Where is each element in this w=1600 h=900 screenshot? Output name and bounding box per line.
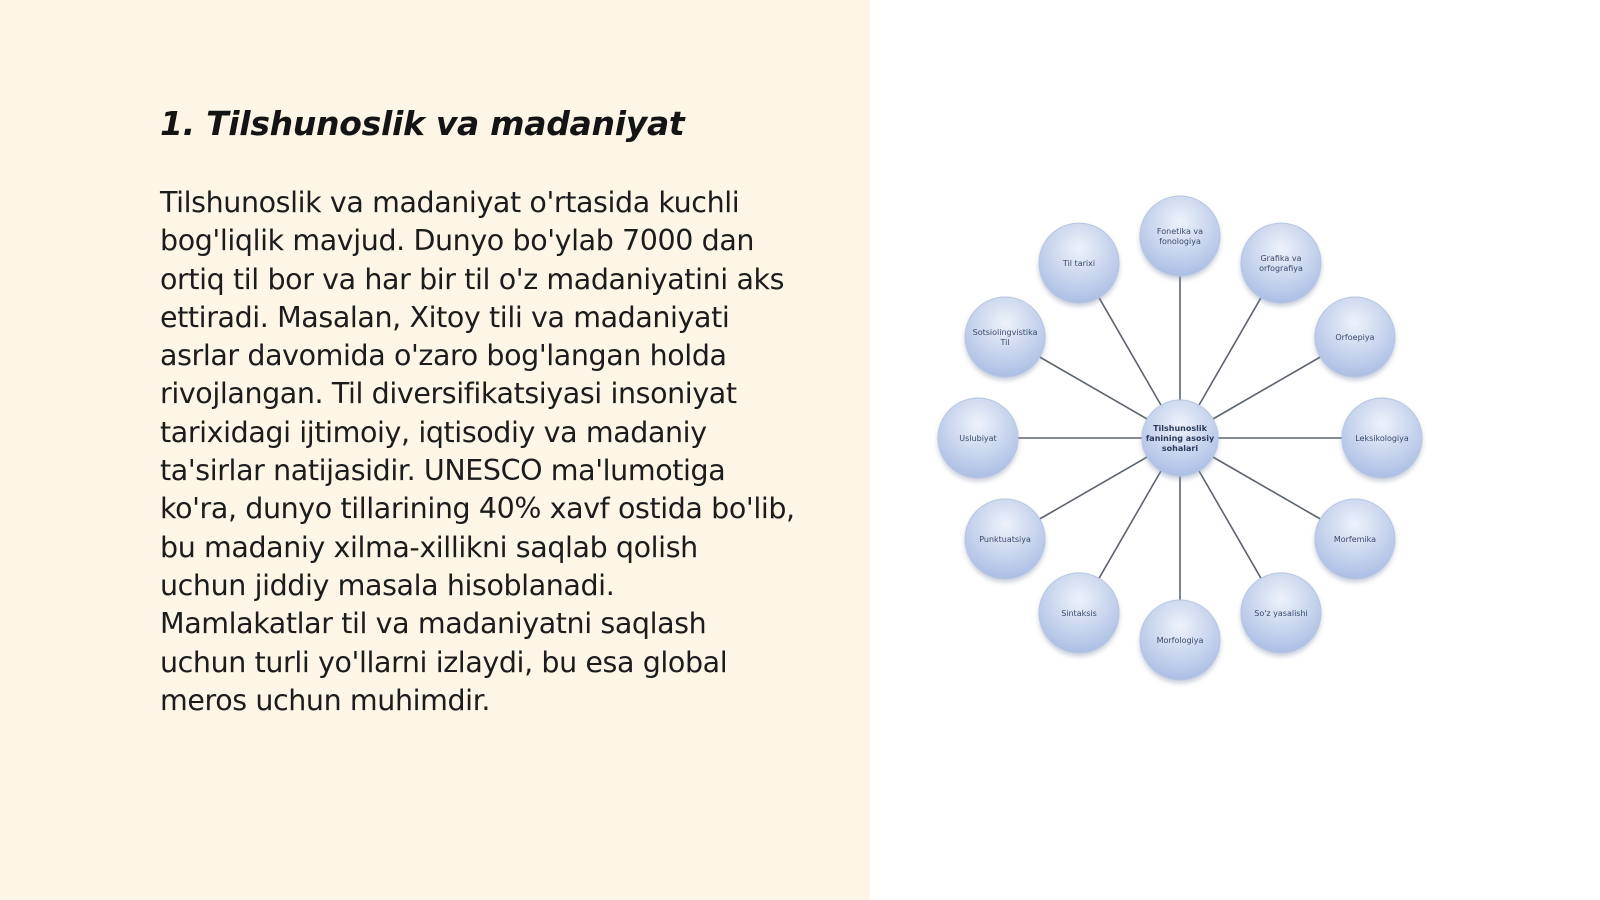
node-label: Leksikologiya (1355, 434, 1409, 443)
diagram-node (965, 297, 1045, 377)
node-label: Sintaksis (1061, 608, 1097, 618)
body-line: ta'sirlar natijasidir. UNESCO ma'lumotiga (160, 454, 726, 488)
connector-line (1213, 457, 1320, 519)
diagram-node (1039, 223, 1119, 303)
body-line: asrlar davomida o'zaro bog'langan holda (160, 339, 727, 373)
diagram-center (1142, 400, 1218, 476)
body-line: uchun turli yo'llarni izlaydi, bu esa global (160, 645, 728, 679)
node-label: Morfemika (1333, 535, 1377, 544)
node-circle (1140, 196, 1220, 276)
connector-line (1040, 457, 1147, 519)
node-label: So'z yasalishi (1254, 608, 1308, 618)
diagram-node (938, 398, 1018, 478)
body-line: uchun jiddiy masala hisoblanadi. (160, 568, 615, 602)
node-label: Orfoepiya (1335, 333, 1375, 342)
node-label: Til tarixi (1062, 259, 1096, 269)
diagram-node (1315, 297, 1395, 377)
diagram-canvas (900, 180, 1500, 720)
node-label: Fonetika va (1156, 227, 1204, 236)
connector-line (1213, 357, 1320, 419)
body-line: ortiq til bor va har bir til o'z madaniyatini aks (160, 262, 785, 296)
slide-title: 1. Tilshunoslik va madaniyat (160, 104, 685, 143)
node-label: Morfologiya (1156, 636, 1204, 645)
linguistics-branches-diagram (900, 180, 1500, 720)
diagram-node (1342, 398, 1422, 478)
connector-line (1199, 298, 1261, 405)
connector-line (1040, 357, 1147, 419)
body-line: ko'ra, dunyo tillarining 40% xavf ostida bo'lib, (160, 492, 795, 526)
node-label: Uslubiyat (959, 434, 997, 443)
diagram-node (1241, 223, 1321, 303)
connector-line (1099, 471, 1161, 578)
body-line: bog'liqlik mavjud. Dunyo bo'ylab 7000 dan (160, 224, 755, 258)
diagram-node (1140, 600, 1220, 680)
node-label: orfografiya (1259, 264, 1303, 274)
center-label: fanining asosiy (1145, 434, 1215, 443)
diagram-node (1315, 499, 1395, 579)
node-label: Sotsiolingvistika (972, 328, 1038, 337)
diagram-node (965, 499, 1045, 579)
diagram-node (1140, 196, 1220, 276)
body-line: rivojlangan. Til diversifikatsiyasi insoniyat (160, 377, 737, 411)
node-label: Punktuatsiya (979, 535, 1031, 544)
diagram-node (1241, 573, 1321, 653)
connector-line (1099, 298, 1161, 405)
node-label: Grafika va (1260, 254, 1302, 264)
body-line: meros uchun muhimdir. (160, 683, 491, 717)
connector-line (1199, 471, 1261, 578)
node-label: fonologiya (1159, 237, 1201, 246)
center-label: Tilshunoslik (1153, 424, 1207, 433)
body-line: tarixidagi ijtimoiy, iqtisodiy va madaniy (160, 415, 707, 449)
body-line: Tilshunoslik va madaniyat o'rtasida kuchli (160, 186, 740, 219)
slide-body (160, 184, 850, 720)
body-line: bu madaniy xilma-xillikni saqlab qolish (160, 530, 698, 564)
center-label: sohalari (1161, 444, 1199, 453)
node-circle (965, 297, 1045, 377)
body-line: ettiradi. Masalan, Xitoy tili va madaniyati (160, 300, 730, 334)
body-line: Mamlakatlar til va madaniyatni saqlash (160, 607, 707, 641)
diagram-node (1039, 573, 1119, 653)
node-label: Til (1000, 338, 1010, 347)
